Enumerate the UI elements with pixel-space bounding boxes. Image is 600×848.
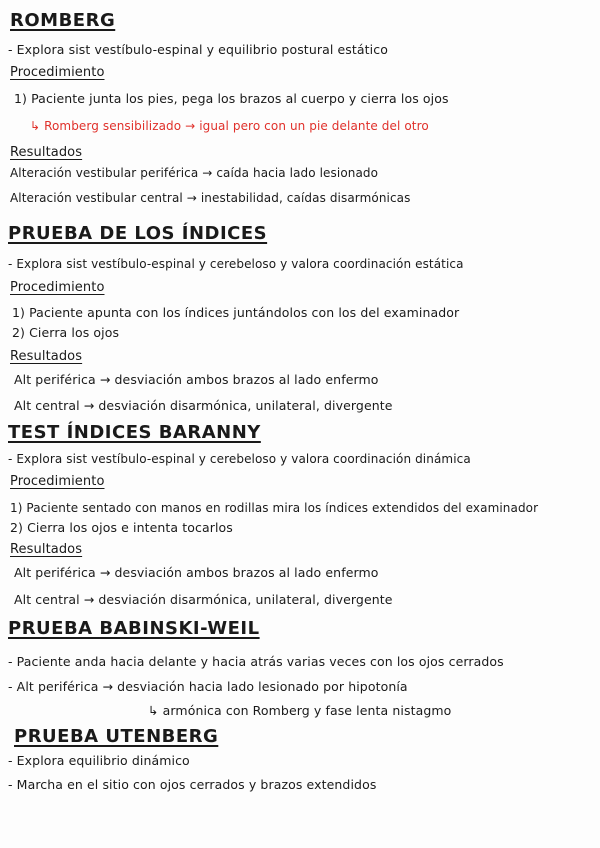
romberg-results-label: Resultados: [10, 145, 83, 160]
romberg-sensitized-note: ↳ Romberg sensibilizado → igual pero con un pie delante del otro: [30, 119, 429, 133]
babinski-line-2: - Alt periférica → desviación hacia lado lesionado por hipotonía: [8, 679, 408, 694]
indices-description: - Explora sist vestíbulo-espinal y cerebeloso y valora coordinación estática: [8, 257, 464, 271]
section-title-indices: PRUEBA DE LOS ÍNDICES: [8, 223, 268, 244]
romberg-result-1: Alteración vestibular periférica → caída hacia lado lesionado: [10, 166, 379, 180]
utenberg-line-2: - Marcha en el sitio con ojos cerrados y brazos extendidos: [8, 777, 377, 792]
section-title-barany: TEST ÍNDICES BARANNY: [8, 422, 261, 443]
barany-result-1: Alt periférica → desviación ambos brazos al lado enfermo: [14, 565, 379, 580]
babinski-line-3: ↳ armónica con Romberg y fase lenta nistagmo: [148, 703, 452, 718]
barany-procedure-label: Procedimiento: [10, 474, 105, 489]
romberg-procedure-label: Procedimiento: [10, 65, 105, 80]
indices-result-1: Alt periférica → desviación ambos brazos al lado enfermo: [14, 372, 379, 387]
romberg-result-2: Alteración vestibular central → inestabilidad, caídas disarmónicas: [10, 191, 411, 205]
babinski-line-1: - Paciente anda hacia delante y hacia atrás varias veces con los ojos cerrados: [8, 654, 504, 669]
barany-result-2: Alt central → desviación disarmónica, unilateral, divergente: [14, 592, 393, 607]
indices-results-label: Resultados: [10, 349, 83, 364]
indices-result-2: Alt central → desviación disarmónica, unilateral, divergente: [14, 398, 393, 413]
romberg-description: - Explora sist vestíbulo-espinal y equilibrio postural estático: [8, 42, 388, 57]
barany-description: - Explora sist vestíbulo-espinal y cerebeloso y valora coordinación dinámica: [8, 452, 471, 466]
barany-results-label: Resultados: [10, 542, 83, 557]
romberg-step-1: 1) Paciente junta los pies, pega los brazos al cuerpo y cierra los ojos: [14, 91, 449, 106]
section-title-babinski: PRUEBA BABINSKI-WEIL: [8, 618, 260, 639]
barany-step-1: 1) Paciente sentado con manos en rodillas mira los índices extendidos del examinador: [10, 501, 539, 515]
indices-procedure-label: Procedimiento: [10, 280, 105, 295]
section-title-romberg: ROMBERG: [10, 10, 116, 31]
indices-step-1: 1) Paciente apunta con los índices juntándolos con los del examinador: [12, 305, 460, 320]
indices-step-2: 2) Cierra los ojos: [12, 325, 120, 340]
barany-step-2: 2) Cierra los ojos e intenta tocarlos: [10, 520, 233, 535]
utenberg-line-1: - Explora equilibrio dinámico: [8, 753, 190, 768]
section-title-utenberg: PRUEBA UTENBERG: [14, 726, 219, 747]
